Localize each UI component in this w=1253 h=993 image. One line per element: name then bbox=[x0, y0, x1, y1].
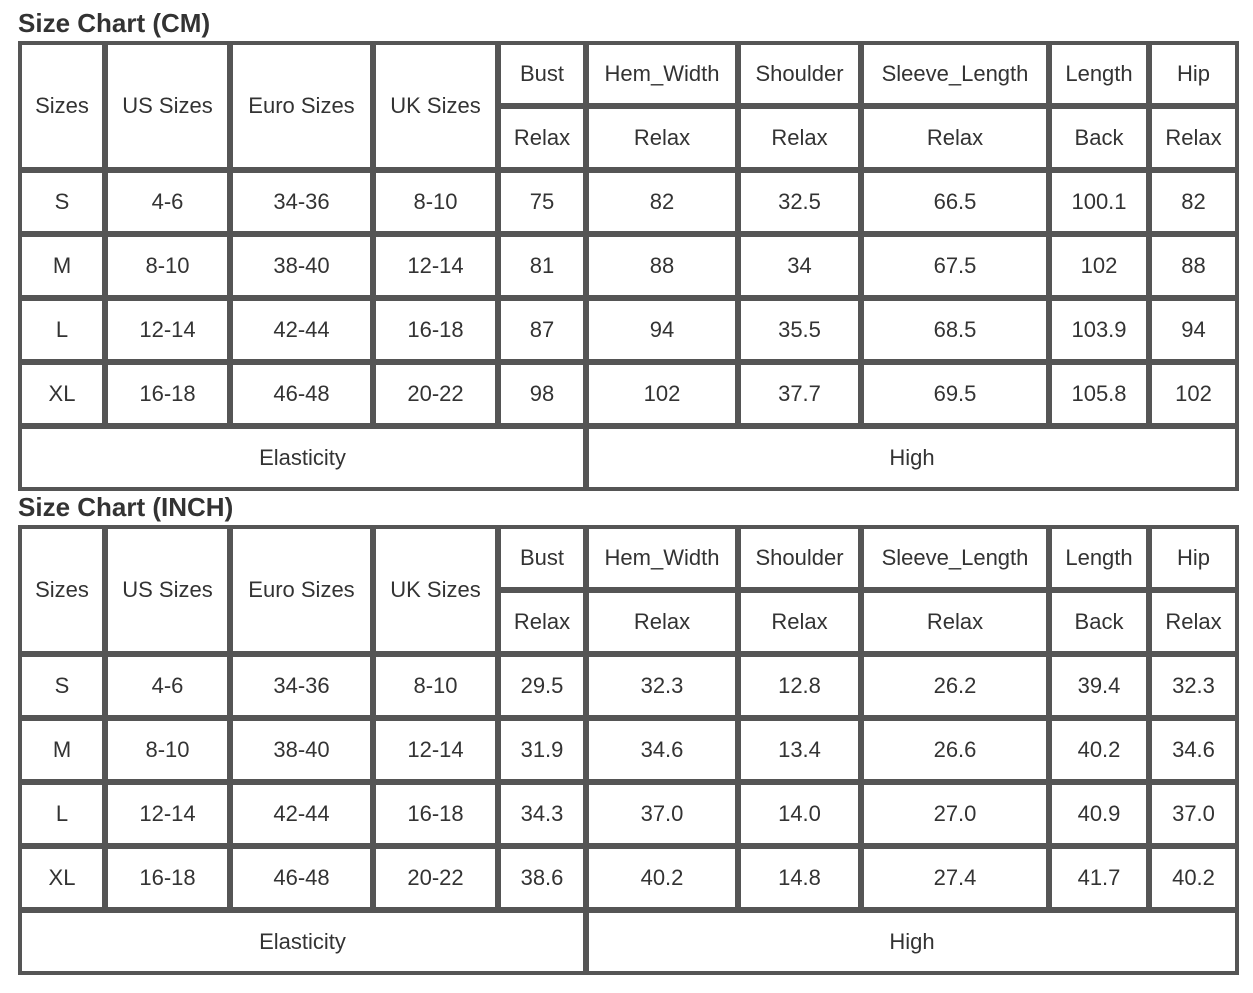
table-cell: 42-44 bbox=[230, 782, 373, 846]
table-cell: 39.4 bbox=[1049, 654, 1149, 718]
table-cell: 27.0 bbox=[861, 782, 1049, 846]
table-row bbox=[19, 170, 1238, 234]
subheader-shoulder: Relax bbox=[738, 106, 861, 170]
header-us-sizes: US Sizes bbox=[105, 42, 230, 170]
table-cell: 32.3 bbox=[586, 654, 738, 718]
table-cell: 105.8 bbox=[1049, 362, 1149, 426]
table-cell: 16-18 bbox=[373, 298, 498, 362]
subheader-hem-width: Relax bbox=[586, 106, 738, 170]
header-hem-width: Hem_Width bbox=[586, 42, 738, 106]
table-cell: 102 bbox=[1049, 234, 1149, 298]
table-row bbox=[19, 846, 1238, 910]
table-cell: 4-6 bbox=[105, 654, 230, 718]
table-cell: 38-40 bbox=[230, 234, 373, 298]
table-cell: 8-10 bbox=[373, 170, 498, 234]
table-cell: 32.3 bbox=[1149, 654, 1238, 718]
table-cell: 34.3 bbox=[498, 782, 586, 846]
table-cell: 82 bbox=[586, 170, 738, 234]
table-cell: 13.4 bbox=[738, 718, 861, 782]
table-cell: 40.2 bbox=[1149, 846, 1238, 910]
table-cell: 34.6 bbox=[586, 718, 738, 782]
table-cell: 26.6 bbox=[861, 718, 1049, 782]
table-cell: 12-14 bbox=[105, 782, 230, 846]
table-cell: XL bbox=[19, 846, 105, 910]
table-cell: 100.1 bbox=[1049, 170, 1149, 234]
table-row bbox=[19, 298, 1238, 362]
header-length: Length bbox=[1049, 526, 1149, 590]
table-cell: 35.5 bbox=[738, 298, 861, 362]
table-cell: XL bbox=[19, 362, 105, 426]
table-cell: 68.5 bbox=[861, 298, 1049, 362]
table-cell: M bbox=[19, 234, 105, 298]
table-footer-row bbox=[19, 426, 1238, 490]
table-cell: L bbox=[19, 298, 105, 362]
table-cell: 40.2 bbox=[1049, 718, 1149, 782]
table-cell: 34-36 bbox=[230, 654, 373, 718]
table-cell: 41.7 bbox=[1049, 846, 1149, 910]
cm-size-table bbox=[18, 41, 1239, 491]
table-cell: 87 bbox=[498, 298, 586, 362]
subheader-bust: Relax bbox=[498, 106, 586, 170]
table-cell: 46-48 bbox=[230, 362, 373, 426]
table-cell: 38-40 bbox=[230, 718, 373, 782]
table-cell: 102 bbox=[1149, 362, 1238, 426]
table-cell: 98 bbox=[498, 362, 586, 426]
table-row bbox=[19, 718, 1238, 782]
header-shoulder: Shoulder bbox=[738, 42, 861, 106]
table-cell: S bbox=[19, 654, 105, 718]
subheader-hip: Relax bbox=[1149, 590, 1238, 654]
table-cell: 8-10 bbox=[105, 234, 230, 298]
table-header-row bbox=[19, 526, 1238, 590]
table-cell: 102 bbox=[586, 362, 738, 426]
table-cell: 37.0 bbox=[586, 782, 738, 846]
table-footer-row bbox=[19, 910, 1238, 974]
table-cell: 16-18 bbox=[105, 846, 230, 910]
header-bust: Bust bbox=[498, 526, 586, 590]
table-cell: 31.9 bbox=[498, 718, 586, 782]
table-cell: 4-6 bbox=[105, 170, 230, 234]
table-cell: 14.0 bbox=[738, 782, 861, 846]
table-cell: 12-14 bbox=[373, 718, 498, 782]
subheader-length: Back bbox=[1049, 106, 1149, 170]
table-cell: 32.5 bbox=[738, 170, 861, 234]
subheader-hem-width: Relax bbox=[586, 590, 738, 654]
table-cell: 82 bbox=[1149, 170, 1238, 234]
table-cell: 66.5 bbox=[861, 170, 1049, 234]
table-cell: 8-10 bbox=[373, 654, 498, 718]
table-cell: 40.9 bbox=[1049, 782, 1149, 846]
header-sleeve-length: Sleeve_Length bbox=[861, 526, 1049, 590]
table-cell: 46-48 bbox=[230, 846, 373, 910]
table-cell: 69.5 bbox=[861, 362, 1049, 426]
table-cell: 38.6 bbox=[498, 846, 586, 910]
header-sleeve-length: Sleeve_Length bbox=[861, 42, 1049, 106]
header-uk-sizes: UK Sizes bbox=[373, 526, 498, 654]
header-bust: Bust bbox=[498, 42, 586, 106]
subheader-length: Back bbox=[1049, 590, 1149, 654]
subheader-bust: Relax bbox=[498, 590, 586, 654]
header-hem-width: Hem_Width bbox=[586, 526, 738, 590]
table-cell: 26.2 bbox=[861, 654, 1049, 718]
table-cell: 12-14 bbox=[373, 234, 498, 298]
table-row bbox=[19, 362, 1238, 426]
table-row bbox=[19, 654, 1238, 718]
table-row bbox=[19, 782, 1238, 846]
table-cell: 14.8 bbox=[738, 846, 861, 910]
table-cell: 27.4 bbox=[861, 846, 1049, 910]
table-cell: 40.2 bbox=[586, 846, 738, 910]
table-cell: 88 bbox=[586, 234, 738, 298]
header-euro-sizes: Euro Sizes bbox=[230, 526, 373, 654]
table-cell: 88 bbox=[1149, 234, 1238, 298]
header-hip: Hip bbox=[1149, 526, 1238, 590]
elasticity-value: High bbox=[586, 426, 1238, 490]
table-cell: 94 bbox=[1149, 298, 1238, 362]
table-cell: 103.9 bbox=[1049, 298, 1149, 362]
subheader-shoulder: Relax bbox=[738, 590, 861, 654]
table-cell: 29.5 bbox=[498, 654, 586, 718]
header-sizes: Sizes bbox=[19, 42, 105, 170]
inch-chart-title: Size Chart (INCH) bbox=[18, 492, 234, 522]
subheader-hip: Relax bbox=[1149, 106, 1238, 170]
elasticity-label: Elasticity bbox=[19, 910, 586, 974]
cm-chart-title: Size Chart (CM) bbox=[18, 8, 211, 38]
table-cell: 12-14 bbox=[105, 298, 230, 362]
table-cell: 37.7 bbox=[738, 362, 861, 426]
inch-size-table bbox=[18, 525, 1239, 975]
table-cell: 37.0 bbox=[1149, 782, 1238, 846]
table-cell: 20-22 bbox=[373, 362, 498, 426]
table-cell: 20-22 bbox=[373, 846, 498, 910]
header-euro-sizes: Euro Sizes bbox=[230, 42, 373, 170]
header-length: Length bbox=[1049, 42, 1149, 106]
table-cell: 42-44 bbox=[230, 298, 373, 362]
header-us-sizes: US Sizes bbox=[105, 526, 230, 654]
table-cell: 34 bbox=[738, 234, 861, 298]
table-cell: M bbox=[19, 718, 105, 782]
header-sizes: Sizes bbox=[19, 526, 105, 654]
header-hip: Hip bbox=[1149, 42, 1238, 106]
table-cell: 16-18 bbox=[105, 362, 230, 426]
table-header-row bbox=[19, 42, 1238, 106]
table-row bbox=[19, 234, 1238, 298]
subheader-sleeve-length: Relax bbox=[861, 590, 1049, 654]
table-cell: 16-18 bbox=[373, 782, 498, 846]
table-cell: 8-10 bbox=[105, 718, 230, 782]
header-shoulder: Shoulder bbox=[738, 526, 861, 590]
header-uk-sizes: UK Sizes bbox=[373, 42, 498, 170]
elasticity-value: High bbox=[586, 910, 1238, 974]
table-cell: 34.6 bbox=[1149, 718, 1238, 782]
subheader-sleeve-length: Relax bbox=[861, 106, 1049, 170]
table-cell: 34-36 bbox=[230, 170, 373, 234]
table-cell: 67.5 bbox=[861, 234, 1049, 298]
table-cell: 75 bbox=[498, 170, 586, 234]
elasticity-label: Elasticity bbox=[19, 426, 586, 490]
table-cell: 81 bbox=[498, 234, 586, 298]
table-cell: L bbox=[19, 782, 105, 846]
table-cell: S bbox=[19, 170, 105, 234]
table-cell: 94 bbox=[586, 298, 738, 362]
table-cell: 12.8 bbox=[738, 654, 861, 718]
